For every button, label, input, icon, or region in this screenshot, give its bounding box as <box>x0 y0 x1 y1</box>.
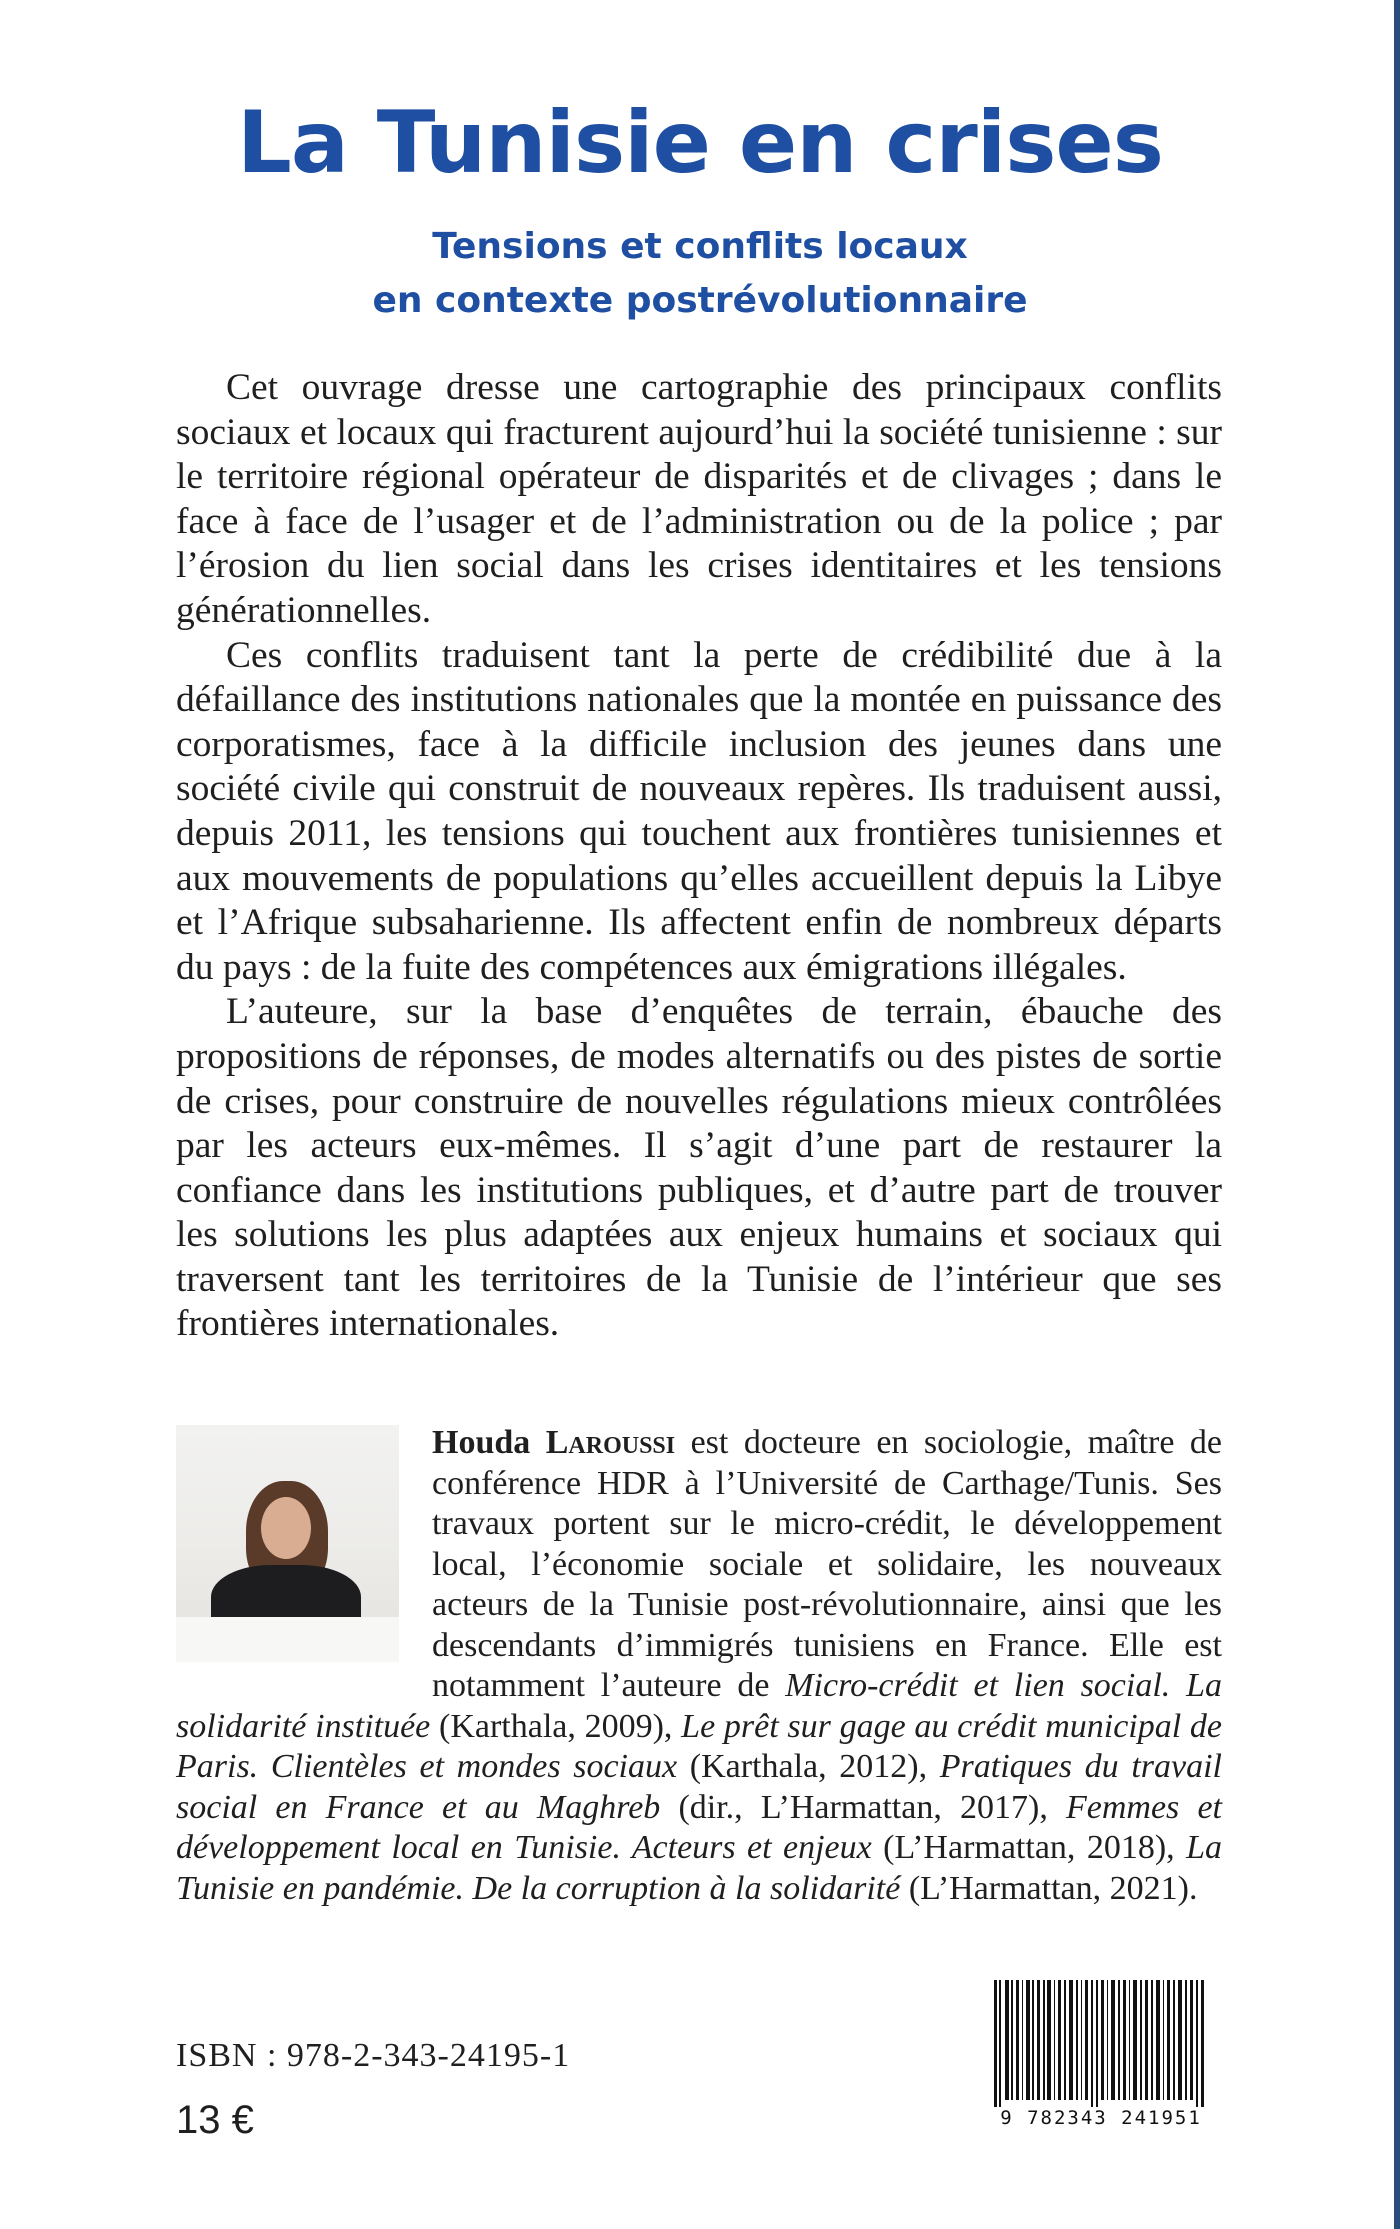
book-title: La Tunisie en crises <box>237 93 1163 193</box>
blurb-paragraph-3: L’auteure, sur la base d’enquêtes de terrain, ébauche des propositions de réponses, de modes alternatifs ou des pistes de sortie de crises, pour construire de nouvelles régulations mieux contrôlées par les acteurs eux-mêmes. Il s’agit d’une part de restaurer la confiance dans les institutions publiques, et d’autre part de trouver les solutions les plus adaptées aux enjeux humains et sociaux qui traversent tant les territoires de la Tunisie de l’intérieur que ses frontières internationales. <box>176 991 1222 1345</box>
bio-book-1: Micro-crédit et lien social. La solidarité instituée <box>176 1667 1222 1745</box>
price-label: 13 € <box>176 2098 254 2142</box>
cover-edge-strip <box>1394 0 1400 2229</box>
bio-book-3: Pratiques du travail social en France et au Maghreb <box>176 1748 1222 1826</box>
barcode-number: 9 782343 241951 <box>980 2107 1222 2129</box>
subtitle-line-1: Tensions et conflits locaux <box>432 226 968 267</box>
bio-text-1: est docteure en sociologie, maître de conférence HDR à l’Université de Carthage/Tunis. Ses travaux portent sur le micro-crédit, le développement local, l’économie sociale et solidaire, les nouveaux acteurs de la Tunisie post-révolutionnaire, ainsi que les descendants d’immigrés tunisiens en France. Elle est notamment l’auteure de <box>432 1424 1222 1704</box>
author-last-name: Laroussi <box>545 1424 676 1461</box>
bio-text-2: (Karthala, 2009), <box>430 1707 682 1745</box>
book-subtitle <box>0 220 1400 328</box>
bio-text-6: (L’Harmattan, 2021). <box>900 1869 1198 1907</box>
blurb-paragraph-2: Ces conflits traduisent tant la perte de crédibilité due à la défaillance des institutions nationales que la montée en puissance des corporatismes, face à la difficile inclusion des jeunes dans une société civile qui construit de nouveaux repères. Ils traduisent aussi, depuis 2011, les tensions qui touchent aux frontières tunisiennes et aux mouvements de populations qu’elles accueillent depuis la Libye et l’Afrique subsaharienne. Ils affectent enfin de nombreux départs du pays : de la fuite des compétences aux émigrations illégales. <box>176 634 1222 988</box>
bio-text-3: (Karthala, 2012), <box>677 1748 940 1785</box>
bio-text-5: (L’Harmattan, 2018), <box>871 1829 1187 1866</box>
isbn-label: ISBN : 978-2-343-24195-1 <box>176 2037 571 2074</box>
bio-text-4: (dir., L’Harmattan, 2017), <box>660 1788 1066 1826</box>
barcode <box>980 1980 1222 2135</box>
subtitle-line-2: en contexte postrévolutionnaire <box>372 280 1028 321</box>
bio-book-2: Le prêt sur gage au crédit municipal de Paris. Clientèles et mondes sociaux <box>176 1707 1223 1785</box>
photo-spacer <box>176 1423 432 1703</box>
barcode-bars <box>980 1980 1222 2110</box>
author-bio <box>176 1423 1222 1909</box>
blurb-paragraph-1: Cet ouvrage dresse une cartographie des principaux conflits sociaux et locaux qui fracturent aujourd’hui la société tunisienne : sur le territoire régional opérateur de disparités et de clivages ; dans le face à face de l’usager et de l’administration ou de la police ; par l’érosion du lien social dans les crises identitaires et les tensions générationnelles. <box>176 367 1222 631</box>
author-first-name: Houda <box>432 1424 531 1461</box>
book-blurb <box>176 366 1222 1347</box>
bio-book-5: La Tunisie en pandémie. De la corruption à la solidarité <box>176 1829 1222 1907</box>
bio-book-4: Femmes et développement local en Tunisie. Acteurs et enjeux <box>176 1788 1223 1866</box>
